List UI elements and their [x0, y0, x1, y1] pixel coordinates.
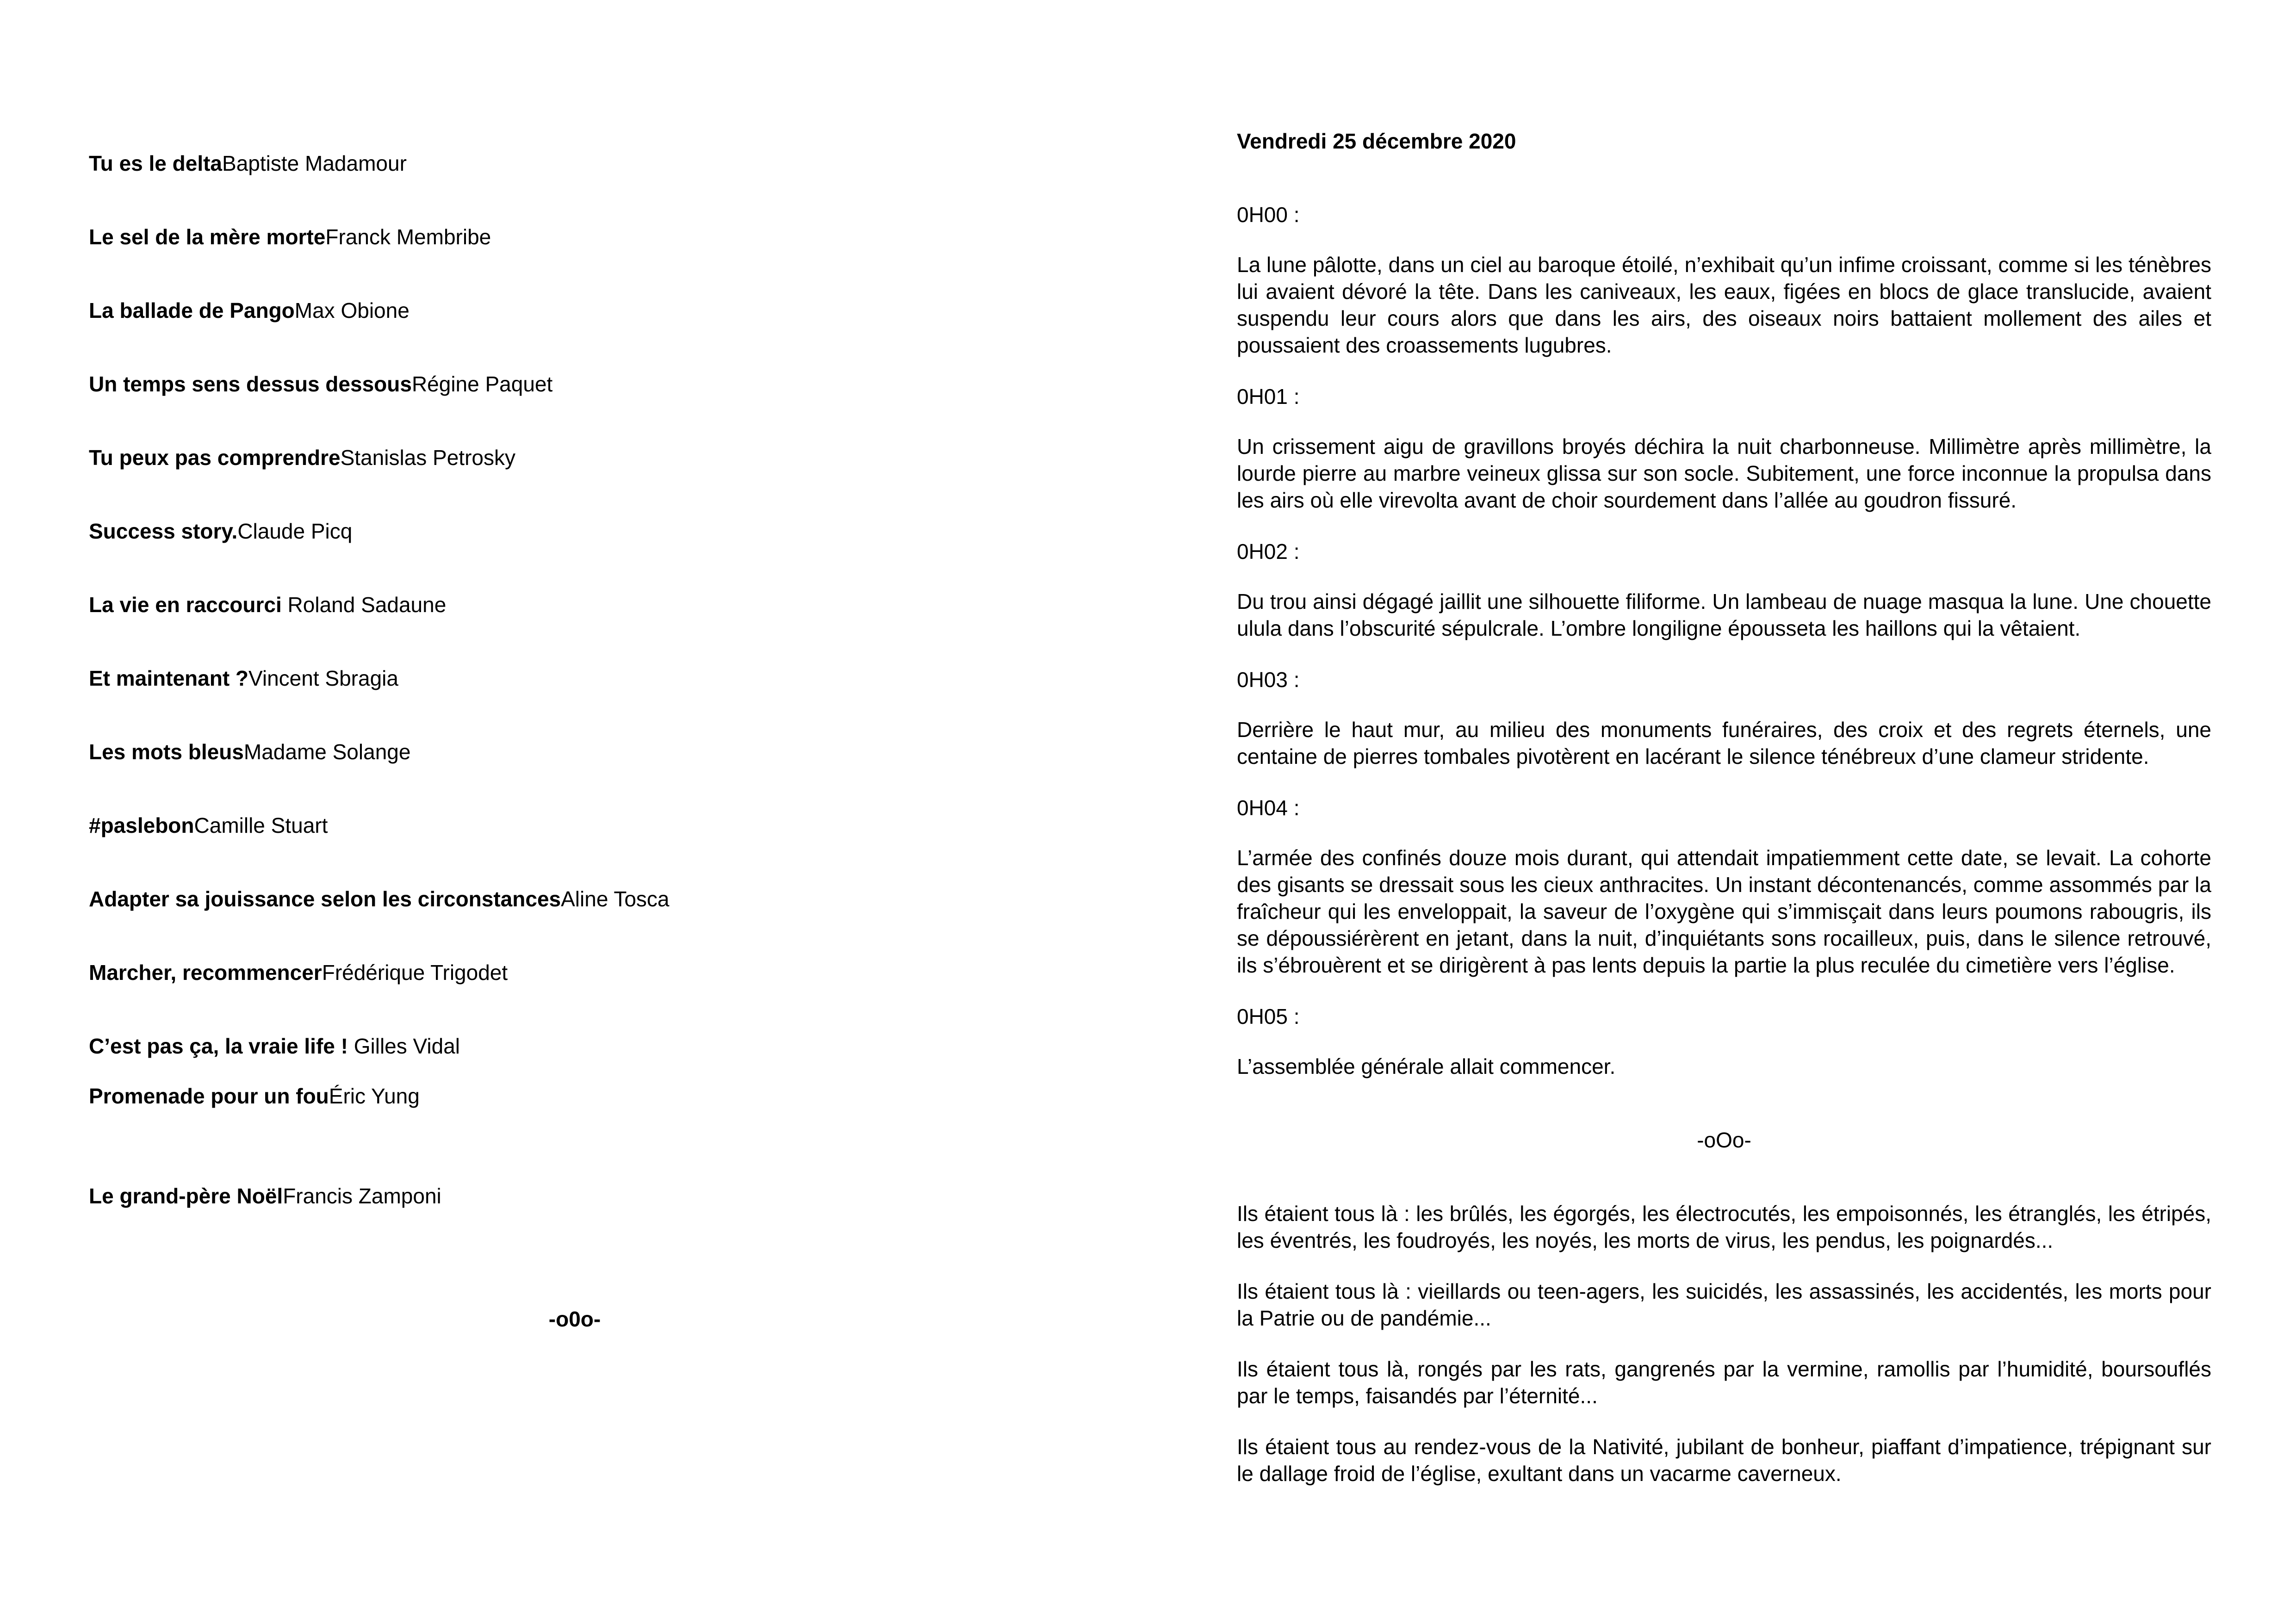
toc-entry [89, 886, 670, 912]
toc-entry [89, 591, 446, 618]
toc-entry [89, 1083, 420, 1109]
toc-entry-title: Tu peux pas comprendre [89, 446, 341, 470]
toc-entry [89, 223, 491, 250]
paragraph: Ils étaient tous là : les brûlés, les égorgés, les électrocutés, les empoisonnés, les étranglés, les étripés, les éventrés, les foudroyés, les noyés, les morts de virus, les pendus, les poignardés... [1237, 1202, 2211, 1252]
toc-entry-author: Roland Sadaune [287, 593, 447, 617]
toc-entry-author: Éric Yung [329, 1084, 420, 1108]
toc-entry-author: Gilles Vidal [354, 1034, 460, 1058]
paragraph: L’armée des confinés douze mois durant, qui attendait impatiemment cette date, se levait. La cohorte des gisants se dressait sous les cieux anthracites. Un instant décontenancés, comme assommés par la fraîcheur qui les enveloppait, la saveur de l’oxygène qui s’immisçait dans leurs poumons rabougris, ils se dépoussiérèrent en jetant, dans la nuit, d’inquiétants sons rocailleux, puis, dans le silence retrouvé, ils s’ébrouèrent et se dirigèrent à pas lents depuis la partie la plus reculée du cimetière vers l’église. [1237, 846, 2211, 977]
paragraph: Du trou ainsi dégagé jaillit une silhouette filiforme. Un lambeau de nuage masqua la lune. Une chouette ulula dans l’obscurité sépulcrale. L’ombre longiligne épousseta les haillons qui la vêtaient. [1237, 589, 2211, 640]
section-separator: -o0o- [548, 1307, 601, 1331]
toc-entry-author: Franck Membribe [325, 225, 491, 249]
toc-entry-author: Stanislas Petrosky [340, 446, 515, 470]
toc-entry [89, 738, 410, 765]
time-marker: 0H04 : [1237, 796, 1300, 820]
toc-entry-title: Le sel de la mère morte [89, 225, 326, 249]
paragraph: Derrière le haut mur, au milieu des monuments funéraires, des croix et des regrets éternels, une centaine de pierres tombales pivotèrent en lacérant le silence ténébreux d’une clameur stridente. [1237, 718, 2211, 768]
toc-entry-author: Camille Stuart [194, 813, 328, 837]
toc-entry [89, 665, 398, 692]
toc-entry [89, 444, 515, 471]
toc-entry-title: Success story. [89, 519, 238, 543]
toc-entry-author: Madame Solange [243, 740, 411, 764]
toc-entry [89, 812, 328, 839]
time-marker: 0H05 : [1237, 1004, 1300, 1028]
time-marker: 0H00 : [1237, 203, 1300, 227]
paragraph: Ils étaient tous au rendez-vous de la Nativité, jubilant de bonheur, piaffant d’impatience, trépignant sur le dallage froid de l’église, exultant dans un vacarme caverneux. [1237, 1435, 2211, 1486]
toc-entry-author: Francis Zamponi [283, 1184, 441, 1208]
toc-entry-author: Frédérique Trigodet [322, 960, 508, 985]
toc-entry [89, 1183, 441, 1209]
toc-entry-title: Le grand-père Noël [89, 1184, 283, 1208]
toc-entry-title: Promenade pour un fou [89, 1084, 329, 1108]
right-page [1148, 0, 2296, 1623]
toc-entry-author: Aline Tosca [561, 887, 670, 911]
paragraph: Ils étaient tous là : vieillards ou teen-agers, les suicidés, les assassinés, les accidentés, les morts pour la Patrie ou de pandémie... [1237, 1279, 2211, 1330]
paragraph: Ils étaient tous là, rongés par les rats, gangrenés par la vermine, ramollis par l’humidité, boursouflés par le temps, faisandés par l’éternité... [1237, 1357, 2211, 1408]
toc-entry-author: Claude Picq [237, 519, 353, 543]
date-heading: Vendredi 25 décembre 2020 [1237, 129, 1516, 153]
toc-entry [89, 959, 508, 986]
toc-entry-author: Baptiste Madamour [222, 151, 407, 175]
toc-entry-author: Vincent Sbragia [248, 666, 398, 690]
toc-entry [89, 1033, 460, 1059]
toc-entry-title: Et maintenant ? [89, 666, 249, 690]
toc-entry [89, 150, 407, 177]
toc-entry-title: Marcher, recommencer [89, 960, 322, 985]
toc-entry [89, 297, 410, 324]
time-marker: 0H03 : [1237, 668, 1300, 692]
toc-entry-title: #paslebon [89, 813, 194, 837]
toc-entry [89, 371, 552, 397]
toc-entry-title: La ballade de Pango [89, 298, 295, 322]
toc-entry-title: C’est pas ça, la vraie life ! [89, 1034, 354, 1058]
paragraph: Un crissement aigu de gravillons broyés déchira la nuit charbonneuse. Millimètre après millimètre, la lourde pierre au marbre veineux glissa sur son socle. Subitement, une force inconnue la propulsa dans les airs où elle virevolta avant de choir sourdement dans l’allée au goudron fissuré. [1237, 434, 2211, 512]
toc-entry-title: Les mots bleus [89, 740, 244, 764]
paragraph: L’assemblée générale allait commencer. [1237, 1054, 1616, 1078]
toc-entry-title: Tu es le delta [89, 151, 223, 175]
paragraph: La lune pâlotte, dans un ciel au baroque étoilé, n’exhibait qu’un infime croissant, comme si les ténèbres lui avaient dévoré la tête. Dans les caniveaux, les eaux, figées en blocs de glace translucide, avaient suspendu leur cours alors que dans les airs, des oiseaux noirs battaient mollement des ailes et poussaient des croassements lugubres. [1237, 253, 2211, 357]
toc-entry-title: Adapter sa jouissance selon les circonstances [89, 887, 561, 911]
toc-entry-author: Régine Paquet [411, 372, 553, 396]
toc-entry [89, 518, 352, 545]
time-marker: 0H02 : [1237, 539, 1300, 564]
time-marker: 0H01 : [1237, 384, 1300, 409]
toc-entry-title: Un temps sens dessus dessous [89, 372, 412, 396]
toc-entry-author: Max Obione [294, 298, 410, 322]
section-separator: -oOo- [1697, 1128, 1751, 1152]
toc-entry-title: La vie en raccourci [89, 593, 288, 617]
